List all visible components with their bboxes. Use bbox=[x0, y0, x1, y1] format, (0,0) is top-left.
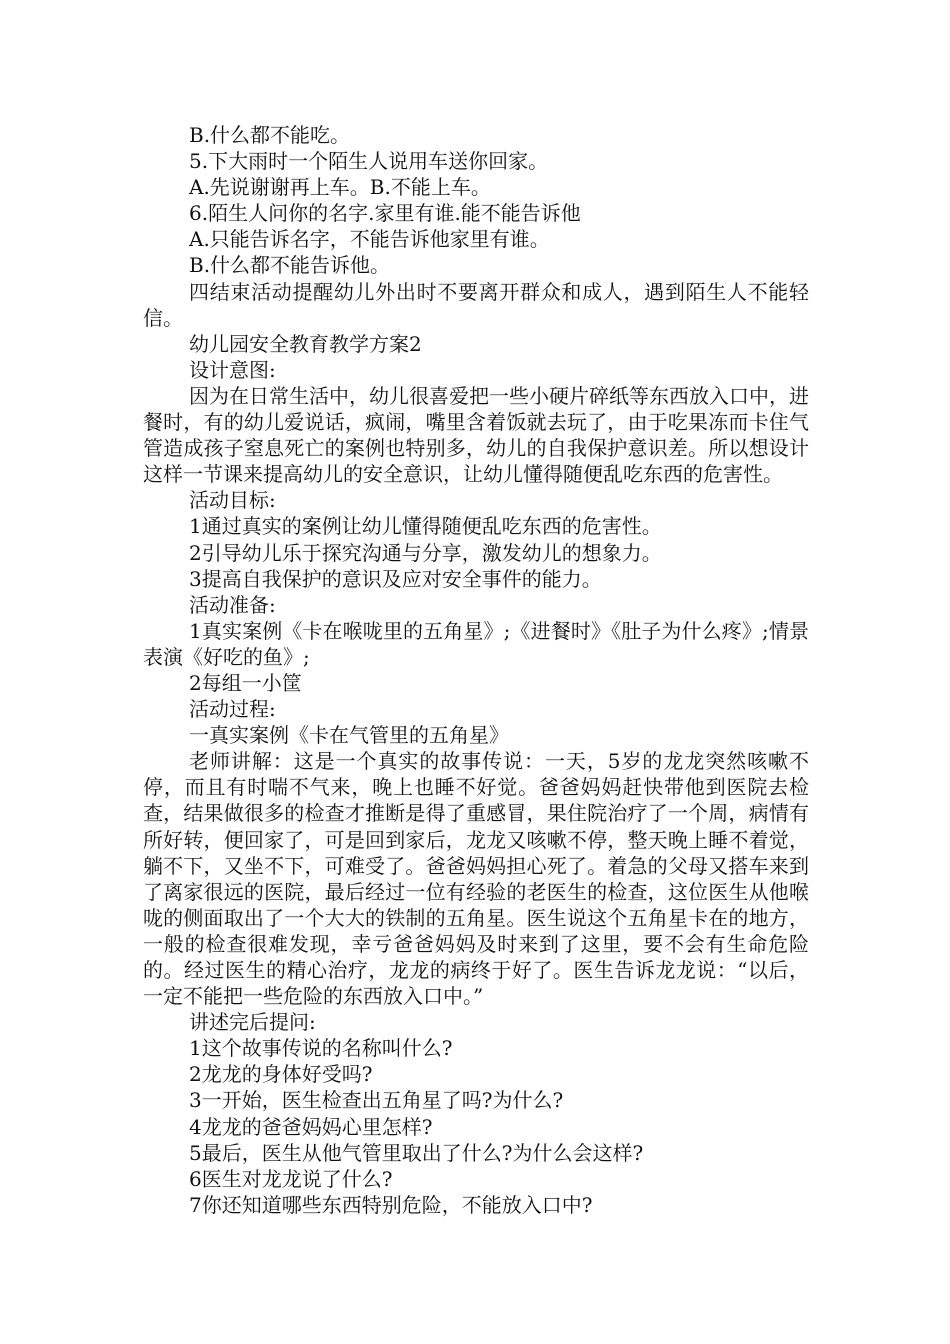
list-item: 6医生对龙龙说了什么? bbox=[189, 1166, 393, 1191]
list-item: 1真实案例《卡在喉咙里的五角星》;《进餐时》《肚子为什么疼》;情景表演《好吃的鱼》; bbox=[143, 618, 809, 669]
paragraph: 5.下大雨时一个陌生人说用车送你回家。 bbox=[189, 149, 549, 174]
subheading: 设计意图: bbox=[189, 357, 276, 382]
subheading: 活动目标: bbox=[189, 488, 276, 513]
list-item: 2每组一小筐 bbox=[189, 670, 302, 695]
subheading: 活动过程: bbox=[189, 697, 276, 722]
list-item: 3提高自我保护的意识及应对安全事件的能力。 bbox=[189, 566, 602, 591]
list-item: 1这个故事传说的名称叫什么? bbox=[189, 1036, 453, 1061]
paragraph: 老师讲解：这是一个真实的故事传说：一天，5岁的龙龙突然咳嗽不停，而且有时喘不气来，晚上也睡不好觉。爸爸妈妈赶快带他到医院去检查，结果做很多的检查才推断是得了重感冒，果住院治疗了一个周，病情有所好转，便回家了，可是回到家后，龙龙又咳嗽不停，整天晚上睡不着觉，躺不下，又坐不下，可难受了。爸爸妈妈担心死了。着急的父母又搭车来到了离家很远的医院，最后经过一位有经验的老医生的检查，这位医生从他喉咙的侧面取出了一个大大的铁制的五角星。医生说这个五角星卡在的地方，一般的检查很难发现，幸亏爸爸妈妈及时来到了这里，要不会有生命危险的。经过医生的精心治疗，龙龙的病终于好了。医生告诉龙龙说：“以后，一定不能把一些危险的东西放入口中。” bbox=[143, 749, 809, 1009]
paragraph: 四结束活动提醒幼儿外出时不要离开群众和成人，遇到陌生人不能轻信。 bbox=[143, 279, 809, 330]
list-item: 1通过真实的案例让幼儿懂得随便乱吃东西的危害性。 bbox=[189, 514, 662, 539]
list-item: 7你还知道哪些东西特别危险，不能放入口中? bbox=[189, 1192, 593, 1217]
list-item: 3一开始，医生检查出五角星了吗?为什么? bbox=[189, 1088, 564, 1113]
subheading: 活动准备: bbox=[189, 592, 276, 617]
paragraph: B.什么都不能告诉他。 bbox=[189, 253, 391, 278]
list-item: 5最后，医生从他气管里取出了什么?为什么会这样? bbox=[189, 1140, 644, 1165]
document-body bbox=[143, 122, 809, 1218]
list-item: 2龙龙的身体好受吗? bbox=[189, 1062, 373, 1087]
subheading: 一真实案例《卡在气管里的五角星》 bbox=[189, 723, 509, 748]
list-item: 4龙龙的爸爸妈妈心里怎样? bbox=[189, 1114, 433, 1139]
paragraph: A.只能告诉名字，不能告诉他家里有谁。 bbox=[189, 227, 550, 252]
paragraph: 因为在日常生活中，幼儿很喜爱把一些小硬片碎纸等东西放入口中，进餐时，有的幼儿爱说话，疯闹，嘴里含着饭就去玩了，由于吃果冻而卡住气管造成孩子窒息死亡的案例也特别多，幼儿的自我保护意识差。所以想设计这样一节课来提高幼儿的安全意识，让幼儿懂得随便乱吃东西的危害性。 bbox=[143, 383, 809, 487]
paragraph: B.什么都不能吃。 bbox=[189, 123, 351, 147]
section-title: 幼儿园安全教育教学方案2 bbox=[189, 331, 422, 356]
paragraph: A.先说谢谢再上车。B.不能上车。 bbox=[189, 175, 491, 200]
paragraph: 6.陌生人问你的名字.家里有谁.能不能告诉他 bbox=[189, 201, 581, 226]
list-item: 2引导幼儿乐于探究沟通与分享，激发幼儿的想象力。 bbox=[189, 540, 662, 565]
subheading: 讲述完后提问: bbox=[189, 1010, 316, 1035]
